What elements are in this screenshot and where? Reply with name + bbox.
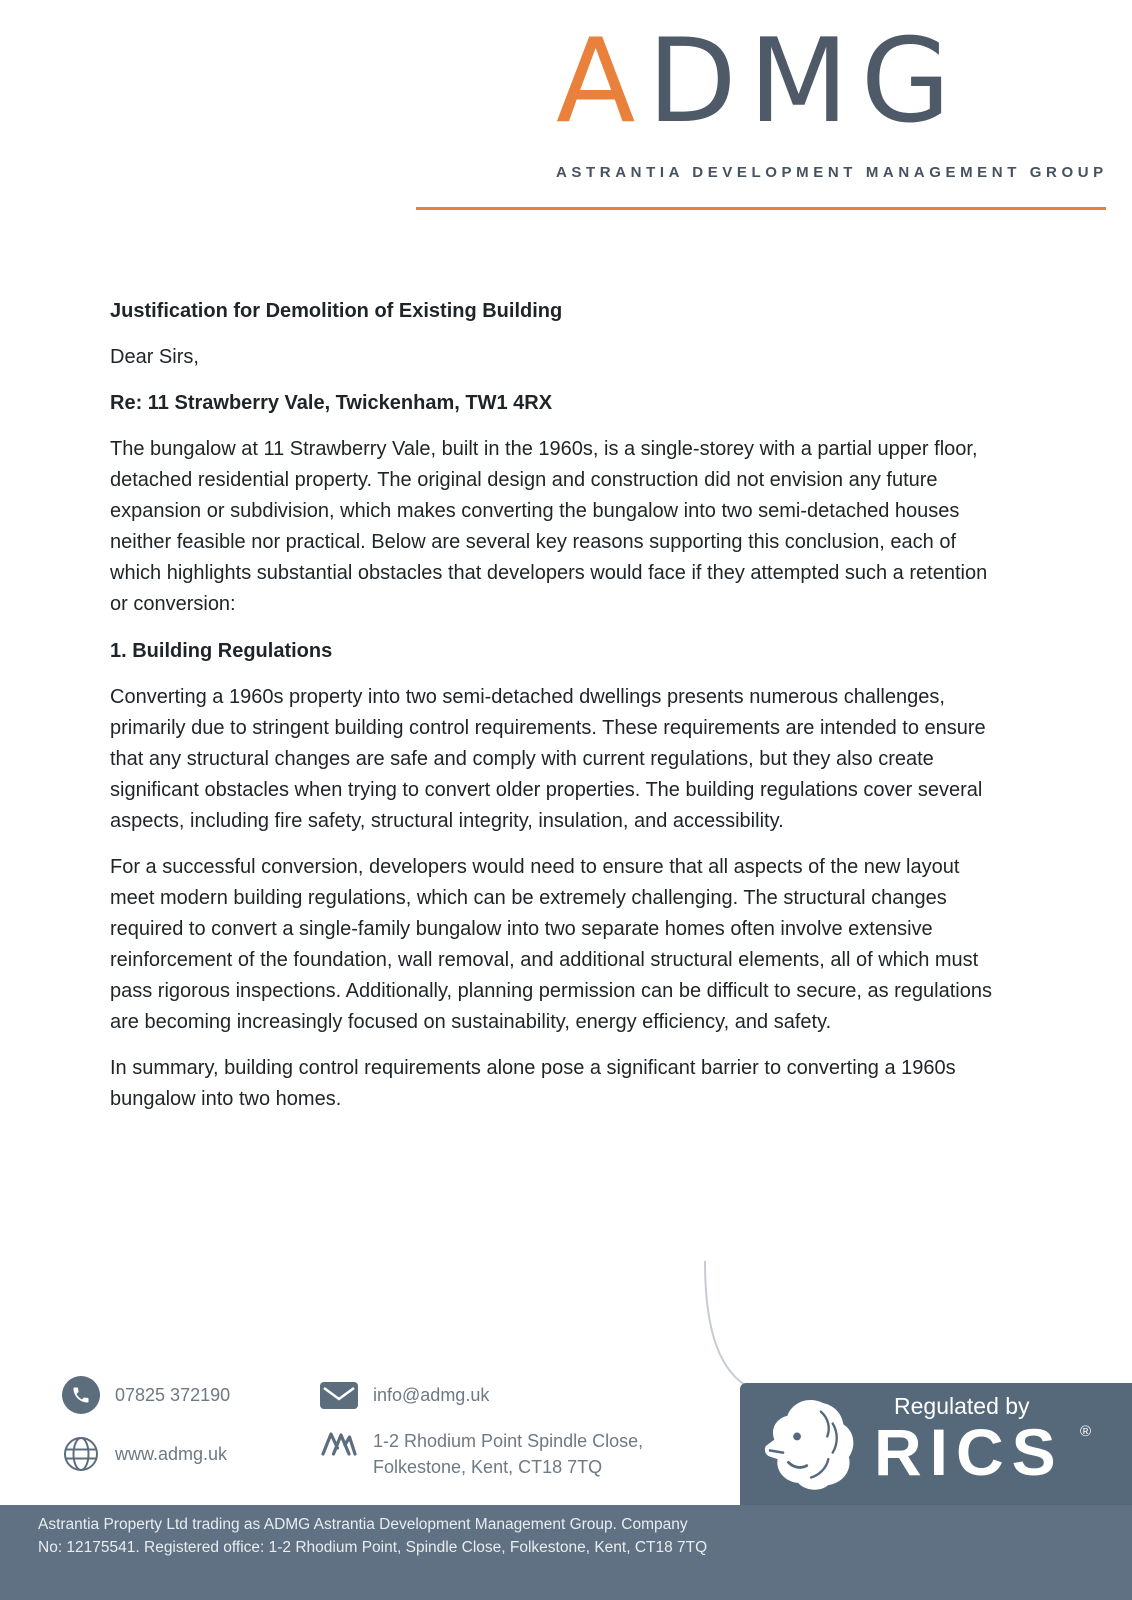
body-paragraph-3: In summary, building control requirements alone pose a significant barrier to converting a 1960s bungalow into two homes.	[110, 1057, 956, 1110]
rics-lion-icon	[756, 1390, 864, 1503]
letter-body	[110, 296, 1005, 1130]
subject-line: Re: 11 Strawberry Vale, Twickenham, TW1 4RX	[110, 392, 553, 414]
footer-contact-block	[62, 1376, 643, 1480]
rics-wordmark: RICS	[874, 1415, 1064, 1489]
body-paragraph-2: For a successful conversion, developers would need to ensure that all aspects of the new layout meet modern building regulations, which can be extremely challenging. The structural changes required to convert a single-family bungalow into two separate homes often involve extensive reinforcement of the foundation, wall removal, and additional structural elements, all of which must pass rigorous inspections. Additionally, planning permission can be difficult to secure, as regulations are becoming increasingly focused on sustainability, energy efficiency, and safety.	[110, 856, 992, 1033]
logo-tagline: ASTRANTIA DEVELOPMENT MANAGEMENT GROUP	[556, 164, 1108, 181]
address-line-1: 1-2 Rhodium Point Spindle Close,	[373, 1431, 644, 1451]
section-heading-building-regulations: 1. Building Regulations	[110, 640, 333, 662]
regulated-by-label: Regulated by	[894, 1393, 1030, 1419]
phone-number: 07825 372190	[115, 1384, 231, 1405]
globe-icon	[62, 1435, 100, 1473]
legal-footer-bar	[0, 1505, 1132, 1600]
logo-letters-dmg: DMG	[647, 14, 963, 149]
footer-decorative-curve	[702, 1260, 747, 1393]
mountains-logo-icon	[320, 1430, 358, 1456]
legal-line-2: No: 12175541. Registered office: 1-2 Rhodium Point, Spindle Close, Folkestone, Kent, CT18 7TQ	[38, 1539, 708, 1556]
contact-website	[62, 1428, 320, 1480]
envelope-icon	[320, 1382, 358, 1409]
intro-paragraph: The bungalow at 11 Strawberry Vale, built in the 1960s, is a single-storey with a partial upper floor, detached residential property. The original design and construction did not envision any future expansion or subdivision, which makes converting the bungalow into two semi-detached houses neither feasible nor practical. Below are several key reasons supporting this conclusion, each of which highlights substantial obstacles that developers would face if they attempted such a retention or conversion:	[110, 438, 988, 615]
legal-line-1: Astrantia Property Ltd trading as ADMG Astrantia Development Management Group. Company	[38, 1516, 688, 1533]
address-line-2: Folkestone, Kent, CT18 7TQ	[373, 1457, 603, 1477]
letter-title: Justification for Demolition of Existing Building	[110, 300, 563, 322]
postal-address	[373, 1428, 643, 1480]
registered-trademark-symbol: ®	[1080, 1423, 1092, 1440]
contact-phone	[62, 1376, 320, 1414]
logo-letter-a: A	[556, 14, 648, 149]
header-divider-rule	[416, 207, 1106, 210]
rics-regulated-panel	[740, 1383, 1132, 1505]
admg-logo-wordmark	[556, 14, 1108, 149]
body-paragraph-1: Converting a 1960s property into two semi-detached dwellings presents numerous challenges, primarily due to stringent building control requirements. These requirements are intended to ensure that any structural changes are safe and comply with current regulations, but they also create significant obstacles when trying to convert older properties. The building regulations cover several aspects, including fire safety, structural integrity, insulation, and accessibility.	[110, 686, 986, 832]
contact-address	[320, 1428, 643, 1480]
salutation: Dear Sirs,	[110, 346, 199, 368]
phone-icon	[62, 1376, 100, 1414]
contact-email	[320, 1376, 643, 1414]
admg-logo	[556, 14, 1108, 181]
website-url[interactable]: www.admg.uk	[115, 1443, 228, 1464]
email-address[interactable]: info@admg.uk	[373, 1384, 490, 1405]
